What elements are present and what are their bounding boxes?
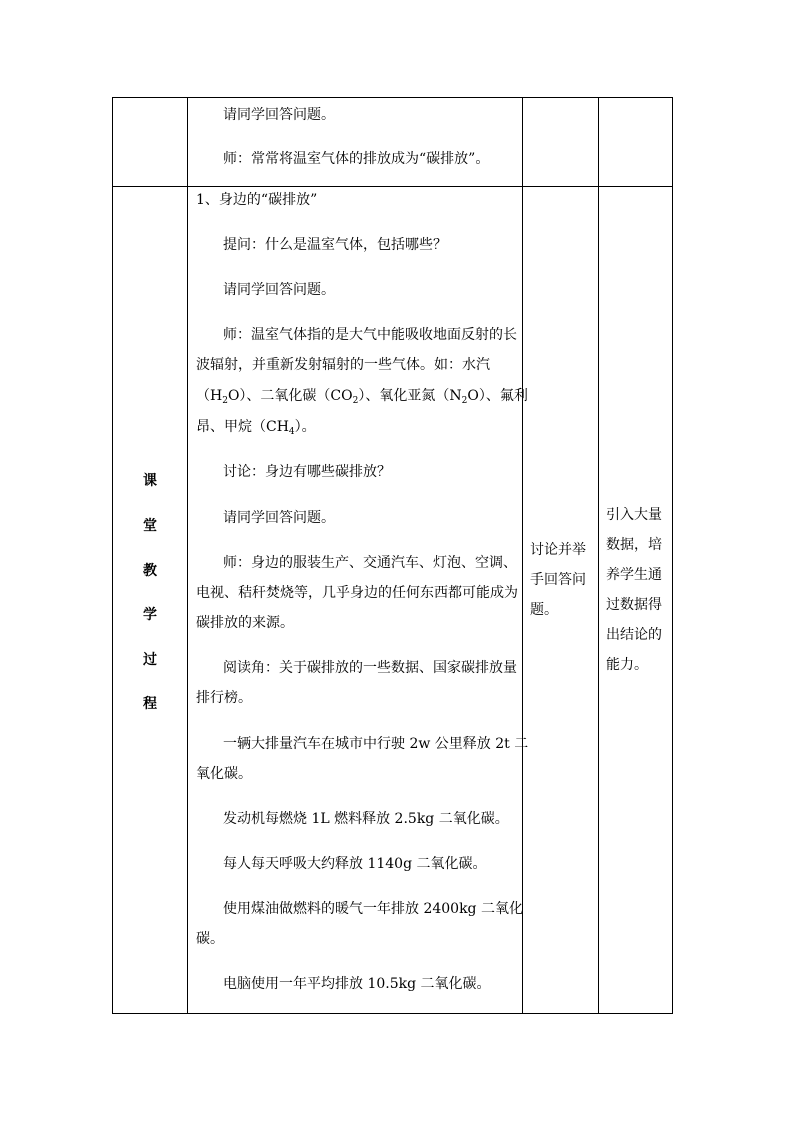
column-divider bbox=[522, 98, 523, 1013]
text-line: 电视、秸秆焚烧等，几乎身边的任何东西都可能成为 bbox=[196, 585, 518, 601]
text-line: 碳。 bbox=[196, 931, 224, 947]
text-line: 讨论并举 bbox=[530, 542, 586, 558]
text-line: 波辐射，并重新发射辐射的一些气体。如：水汽 bbox=[196, 357, 490, 373]
text-line: 出结论的 bbox=[606, 627, 662, 643]
text-line: 电脑使用一年平均排放 10.5kg 二氧化碳。 bbox=[223, 976, 491, 992]
text-line: 引入大量 bbox=[606, 507, 662, 523]
column-divider bbox=[187, 98, 188, 1013]
section-label-char: 学 bbox=[143, 607, 157, 623]
text-line: 手回答问 bbox=[530, 572, 586, 588]
text-line: 能力。 bbox=[606, 657, 648, 673]
lesson-plan-table bbox=[112, 97, 673, 1014]
text-line: 每人每天呼吸大约释放 1140g 二氧化碳。 bbox=[223, 856, 487, 872]
gas-formula-line: 昂、甲烷$(CH_4)$。 bbox=[196, 419, 316, 437]
text-line: 数据，培 bbox=[606, 537, 662, 553]
section-label-char: 堂 bbox=[143, 518, 157, 534]
gas-formula-line: $(H_2O)$、二氧化碳$(CO_2)$、氧化亚氮$(N_2O)$、氟利 bbox=[196, 388, 528, 406]
design-intent-cell bbox=[606, 500, 672, 680]
text-line: 师：身边的服装生产、交通汽车、灯泡、空调、 bbox=[223, 555, 517, 571]
section-label-char: 程 bbox=[143, 696, 157, 712]
section-heading: 1、身边的“碳排放” bbox=[196, 192, 318, 208]
row1-content-cell bbox=[189, 98, 521, 186]
text-line: 师：温室气体指的是大气中能吸收地面反射的长 bbox=[223, 327, 517, 343]
text-line: 氧化碳。 bbox=[196, 766, 252, 782]
text-line: 请同学回答问题。 bbox=[223, 107, 335, 123]
text-line: 使用煤油做燃料的暖气一年排放 2400kg 二氧化 bbox=[223, 901, 523, 917]
text-line: 碳排放的来源。 bbox=[196, 615, 294, 631]
teaching-content-cell bbox=[189, 187, 529, 1013]
text-line: 一辆大排量汽车在城市中行驶 2w 公里释放 2t 二 bbox=[223, 736, 529, 752]
text-line: 题。 bbox=[530, 602, 558, 618]
section-label-char: 教 bbox=[143, 563, 157, 579]
section-label-char: 过 bbox=[143, 652, 157, 668]
text-line: 过数据得 bbox=[606, 597, 662, 613]
text-line: 师：常常将温室气体的排放成为“碳排放”。 bbox=[223, 151, 490, 167]
text-line: 排行榜。 bbox=[196, 690, 252, 706]
student-activity-cell bbox=[530, 535, 596, 625]
text-line: 请同学回答问题。 bbox=[223, 282, 335, 298]
text-line: 发动机每燃烧 1L 燃料释放 2.5kg 二氧化碳。 bbox=[223, 811, 509, 827]
section-label-char: 课 bbox=[143, 473, 157, 489]
section-label-cell bbox=[113, 187, 187, 1013]
text-line: 阅读角：关于碳排放的一些数据、国家碳排放量 bbox=[223, 660, 517, 676]
text-line: 提问：什么是温室气体，包括哪些？ bbox=[223, 237, 447, 253]
column-divider bbox=[598, 98, 599, 1013]
text-line: 请同学回答问题。 bbox=[223, 510, 335, 526]
text-line: 讨论：身边有哪些碳排放？ bbox=[223, 464, 391, 480]
text-line: 养学生通 bbox=[606, 567, 662, 583]
